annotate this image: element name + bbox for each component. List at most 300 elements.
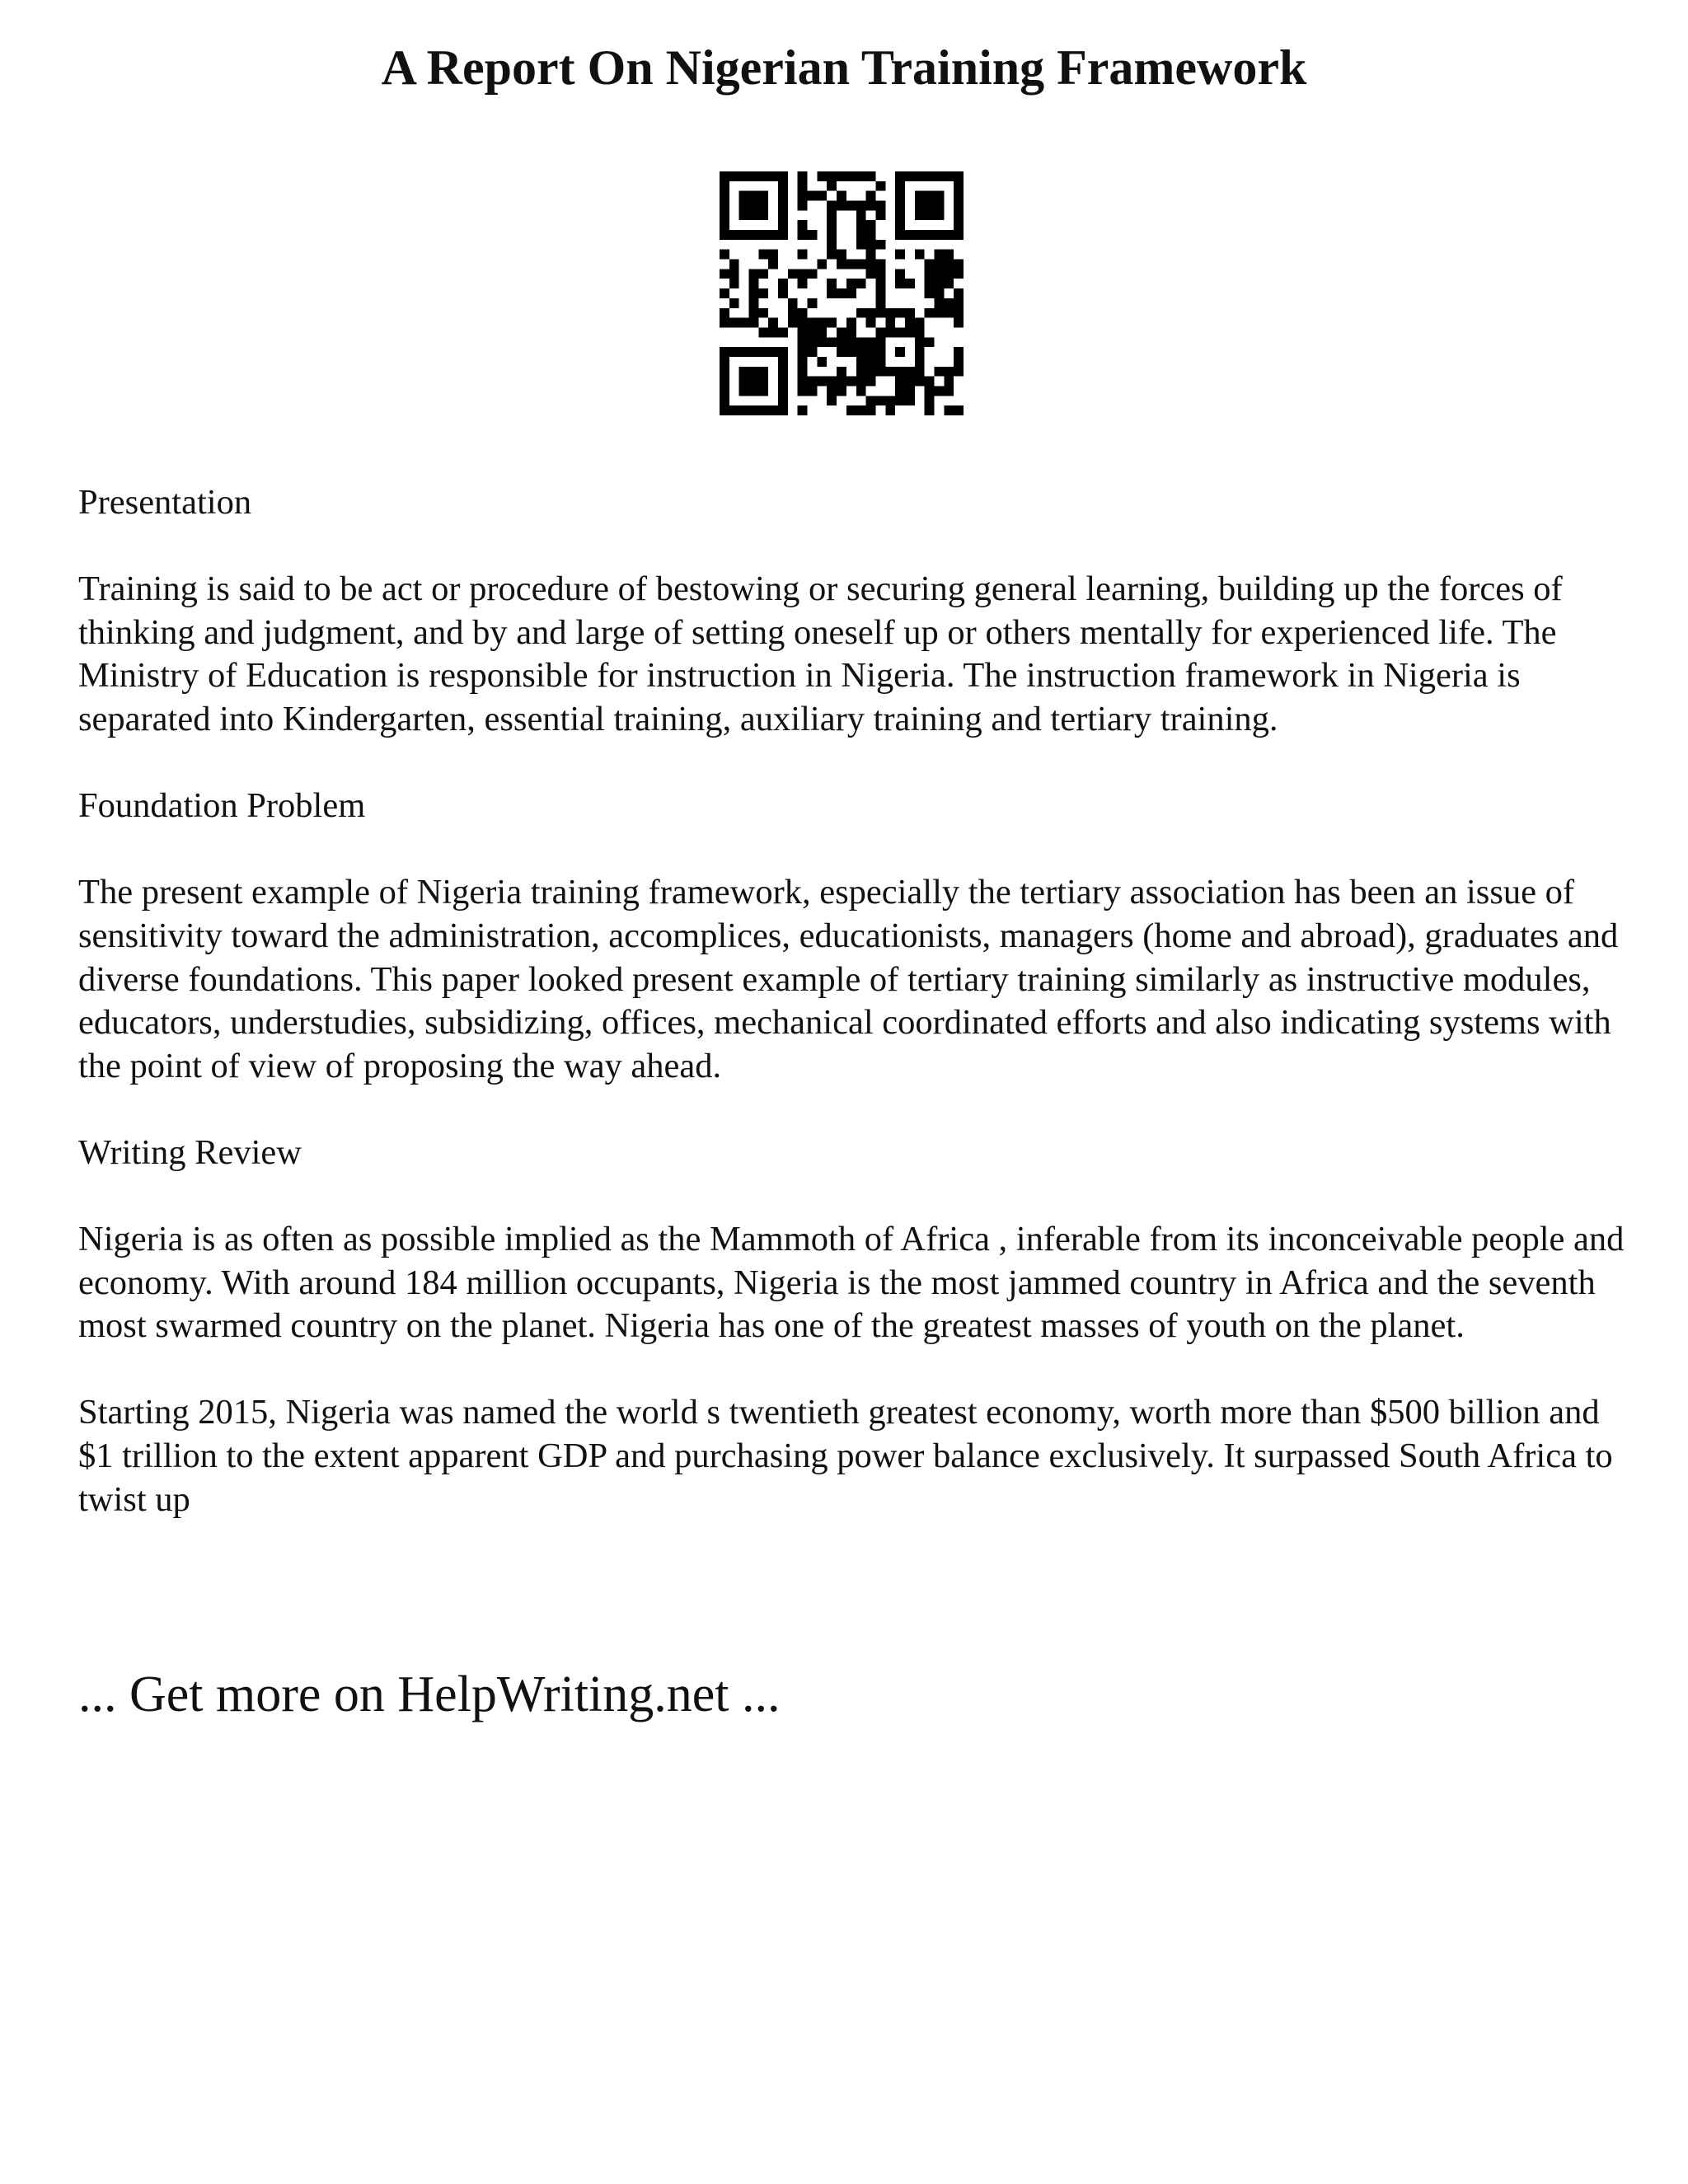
qr-module [954,298,964,308]
qr-module [895,347,905,357]
qr-module [798,357,808,367]
qr-module [875,240,885,250]
qr-module [866,308,876,318]
qr-module [954,171,964,181]
qr-module [875,201,885,211]
qr-module [925,279,935,288]
qr-module [827,210,837,220]
qr-module [749,367,759,377]
qr-module [798,347,808,357]
qr-module [720,171,729,181]
qr-module [846,405,856,415]
qr-module [788,298,798,308]
qr-module [944,250,954,260]
qr-module [720,220,729,230]
section-heading-presentation: Presentation [78,483,252,522]
qr-module [934,288,944,298]
qr-module [778,288,788,298]
qr-module [798,250,808,260]
qr-module [895,181,905,191]
qr-module [905,308,915,318]
qr-module [925,260,935,269]
qr-module [798,308,808,318]
qr-module [875,298,885,308]
qr-module [749,405,759,415]
qr-module [749,191,759,201]
qr-module [837,288,846,298]
qr-module [827,288,837,298]
qr-module [768,230,778,240]
qr-module [720,377,729,387]
qr-module [778,405,788,415]
qr-module [915,230,925,240]
qr-module [875,347,885,357]
qr-module [778,377,788,387]
qr-module [856,337,866,347]
qr-module [739,230,749,240]
qr-module [739,367,749,377]
qr-module [798,337,808,347]
qr-module [749,210,759,220]
qr-module [856,347,866,357]
qr-module [846,337,856,347]
qr-module [905,377,915,387]
qr-module [798,377,808,387]
qr-module [827,230,837,240]
qr-module [720,405,729,415]
qr-module [720,181,729,191]
qr-module [758,230,768,240]
qr-module [954,260,964,269]
qr-module [778,357,788,367]
qr-module [925,201,935,211]
qr-module [798,191,808,201]
qr-module [944,279,954,288]
qr-module [954,288,964,298]
qr-module [729,171,739,181]
qr-module [729,230,739,240]
qr-module [846,201,856,211]
qr-module [954,201,964,211]
qr-module [934,279,944,288]
qr-module [758,347,768,357]
qr-module [925,269,935,279]
qr-module [856,240,866,250]
qr-module [827,279,837,288]
qr-module [827,250,837,260]
qr-module [739,201,749,211]
qr-module [915,347,925,357]
qr-module [817,357,827,367]
qr-module [778,230,788,240]
qr-module [808,269,818,279]
qr-module [729,298,739,308]
qr-module [720,288,729,298]
qr-module [778,367,788,377]
qr-module [866,191,876,201]
qr-module [895,386,905,396]
qr-module [817,260,827,269]
qr-module [954,318,964,328]
qr-module [944,260,954,269]
qr-module [798,230,808,240]
qr-module [944,230,954,240]
qr-module [925,230,935,240]
qr-module [788,269,798,279]
qr-module [866,240,876,250]
qr-module [915,318,925,328]
qr-module [808,386,818,396]
qr-module [954,230,964,240]
qr-module [915,377,925,387]
qr-module [758,386,768,396]
qr-module [749,308,759,318]
qr-module [837,386,846,396]
qr-module [915,191,925,201]
qr-module [758,308,768,318]
qr-module [905,171,915,181]
qr-module [934,191,944,201]
qr-module [846,260,856,269]
paragraph-writing-review-1: Nigeria is as often as possible implied as the Mammoth of Africa , inferable from its inconceivable people and economy. With around 184 million occupants, Nigeria is the most jammed country in Africa and the seventh most swarmed country on the planet. Nigeria has one of the greatest masses of youth on the planet. [78,1220,1625,1346]
qr-module [866,269,876,279]
qr-module [788,318,798,328]
document-body [78,481,1628,1565]
qr-module [875,181,885,191]
qr-module [915,367,925,377]
qr-module [749,298,759,308]
qr-module [798,327,808,337]
qr-module [827,337,837,347]
qr-module [768,327,778,337]
qr-module [915,210,925,220]
qr-module [837,347,846,357]
qr-module [895,396,905,405]
qr-module [856,405,866,415]
qr-module [895,308,905,318]
qr-module [827,318,837,328]
qr-module [954,191,964,201]
qr-module [739,405,749,415]
qr-module [729,279,739,288]
qr-module [739,191,749,201]
qr-module [895,171,905,181]
qr-module [954,347,964,357]
qr-module [827,220,837,230]
qr-module [846,377,856,387]
qr-module [925,337,935,347]
qr-module [944,308,954,318]
qr-module [749,269,759,279]
qr-module [837,367,846,377]
qr-module [720,386,729,396]
qr-module [798,318,808,328]
qr-module [720,250,729,260]
qr-module [758,171,768,181]
qr-module [778,279,788,288]
qr-module [827,240,837,250]
qr-module [885,367,895,377]
qr-module [729,260,739,269]
qr-module [758,405,768,415]
qr-module [817,327,827,337]
qr-module [856,377,866,387]
qr-module [778,201,788,211]
qr-module [875,260,885,269]
qr-module [885,318,895,328]
qr-module [925,396,935,405]
qr-module [885,327,895,337]
qr-module [720,191,729,201]
qr-module [778,396,788,405]
paragraph-writing-review-2: Starting 2015, Nigeria was named the world s twentieth greatest economy, worth more than $500 billion and $1 trillion to the extent apparent GDP and purchasing power balance exclusively. It surpassed South Africa to twist up [78,1393,1613,1519]
qr-module [934,260,944,269]
qr-module [905,230,915,240]
qr-module [875,367,885,377]
qr-module [944,377,954,387]
qr-module [749,279,759,288]
qr-module [749,230,759,240]
qr-module [720,210,729,220]
qr-module [925,288,935,298]
qr-module [808,377,818,387]
qr-module [885,308,895,318]
document-title: A Report On Nigerian Training Framework [381,40,1307,95]
qr-module [827,396,837,405]
qr-module [768,347,778,357]
qr-module [778,220,788,230]
paragraph-foundation-problem: The present example of Nigeria training framework, especially the tertiary association has been an issue of sensitivity toward the administration, accomplices, educationists, managers (home and abroad), graduates and diverse foundations. This paper looked present example of tertiary training similarly as instructive modules, educators, understudies, subsidizing, offices, mechanical coordinated efforts and also indicating systems with the point of view of proposing the way ahead. [78,873,1619,1085]
qr-module [720,347,729,357]
qr-module [944,405,954,415]
qr-module [915,357,925,367]
qr-module [856,230,866,240]
qr-module [856,308,866,318]
qr-module [915,171,925,181]
qr-module [808,230,818,240]
qr-module [837,250,846,260]
qr-module [934,386,944,396]
qr-module [768,318,778,328]
qr-module [875,279,885,288]
qr-module [817,377,827,387]
qr-module [934,298,944,308]
qr-module [954,210,964,220]
qr-module [739,347,749,357]
qr-module [778,327,788,337]
qr-module [837,171,846,181]
qr-module [895,210,905,220]
qr-module [875,396,885,405]
qr-module [768,405,778,415]
qr-module [749,386,759,396]
qr-module [749,171,759,181]
qr-module [798,181,808,191]
qr-module [905,386,915,396]
qr-module [895,279,905,288]
qr-module [739,318,749,328]
qr-module [925,171,935,181]
qr-module [837,327,846,337]
qr-module [778,347,788,357]
qr-module [758,191,768,201]
qr-module [758,327,768,337]
qr-module [866,396,876,405]
qr-module [758,250,768,260]
qr-module [856,279,866,288]
qr-module [856,357,866,367]
qr-module [866,318,876,328]
qr-module [808,318,818,328]
qr-module [954,308,964,318]
qr-module [846,327,856,337]
qr-module [758,377,768,387]
qr-module [778,171,788,181]
qr-module [915,250,925,260]
get-more-link[interactable]: ... Get more on HelpWriting.net ... [78,1666,781,1722]
qr-module [944,367,954,377]
qr-module [808,347,818,357]
qr-module [915,201,925,211]
qr-module [729,347,739,357]
qr-module [925,191,935,201]
qr-module [856,386,866,396]
qr-module [875,357,885,367]
qr-module [808,191,818,201]
qr-module [875,327,885,337]
qr-module [905,396,915,405]
qr-module [954,181,964,191]
qr-module [954,367,964,377]
qr-module [866,367,876,377]
qr-module [739,377,749,387]
qr-module [739,386,749,396]
qr-module [798,405,808,415]
qr-module [925,210,935,220]
qr-module [817,191,827,201]
qr-module [925,405,935,415]
qr-module [934,201,944,211]
qr-module [788,308,798,318]
qr-module [808,337,818,347]
qr-module [885,396,895,405]
qr-module [720,269,729,279]
qr-module [827,377,837,387]
qr-module [758,210,768,220]
qr-module [768,260,778,269]
qr-module [954,357,964,367]
qr-module [944,386,954,396]
qr-module [749,347,759,357]
qr-module [905,318,915,328]
qr-module [720,201,729,211]
section-heading-foundation-problem: Foundation Problem [78,786,366,826]
qr-module [798,386,808,396]
qr-module [905,327,915,337]
qr-module [866,347,876,357]
qr-module [856,220,866,230]
qr-module [778,181,788,191]
qr-module [837,337,846,347]
qr-module [875,308,885,318]
qr-module [895,230,905,240]
qr-module [808,327,818,337]
qr-module [827,386,837,396]
qr-module [934,308,944,318]
qr-module [758,201,768,211]
qr-module [925,377,935,387]
qr-module [720,230,729,240]
qr-module [866,260,876,269]
qr-module [837,377,846,387]
qr-module [895,377,905,387]
qr-module [856,367,866,377]
qr-module [778,386,788,396]
qr-module [866,337,876,347]
qr-module [885,405,895,415]
qr-module [875,210,885,220]
qr-module [749,201,759,211]
qr-module [895,327,905,337]
qr-module [856,171,866,181]
qr-module [866,357,876,367]
qr-module [856,201,866,211]
qr-module [934,171,944,181]
qr-module [925,308,935,318]
qr-module [749,377,759,387]
qr-module [866,230,876,240]
qr-module [798,220,808,230]
qr-module [895,220,905,230]
qr-module [895,191,905,201]
section-heading-writing-review: Writing Review [78,1132,302,1172]
qr-module [915,327,925,337]
qr-module [758,288,768,298]
qr-module [895,250,905,260]
qr-module [720,357,729,367]
qr-module [944,171,954,181]
qr-module [866,171,876,181]
qr-module [798,279,808,288]
qr-module [875,269,885,279]
qr-module [954,220,964,230]
qr-module [739,210,749,220]
qr-module [856,260,866,269]
qr-module [934,269,944,279]
qr-module [934,250,944,260]
qr-module [866,201,876,211]
qr-module [866,220,876,230]
qr-module [954,405,964,415]
qr-module [778,191,788,201]
qr-module [846,347,856,357]
qr-module [720,318,729,328]
qr-module [944,298,954,308]
qr-module [768,171,778,181]
paragraph-presentation: Training is said to be act or procedure of bestowing or securing general learning, building up the forces of thinking and judgment, and by and large of setting oneself up or others mentally for experienced life. The Ministry of Education is responsible for instruction in Nigeria. The instruction framework in Nigeria is separated into Kindergarten, essential training, auxiliary training and tertiary training. [78,569,1563,738]
qr-module [778,210,788,220]
qr-module [817,171,827,181]
qr-module [758,367,768,377]
qr-module [875,337,885,347]
qr-module [720,396,729,405]
qr-module [837,260,846,269]
qr-module [837,191,846,201]
qr-module [875,288,885,298]
qr-module [856,210,866,220]
qr-module [866,405,876,415]
qr-module [798,269,808,279]
